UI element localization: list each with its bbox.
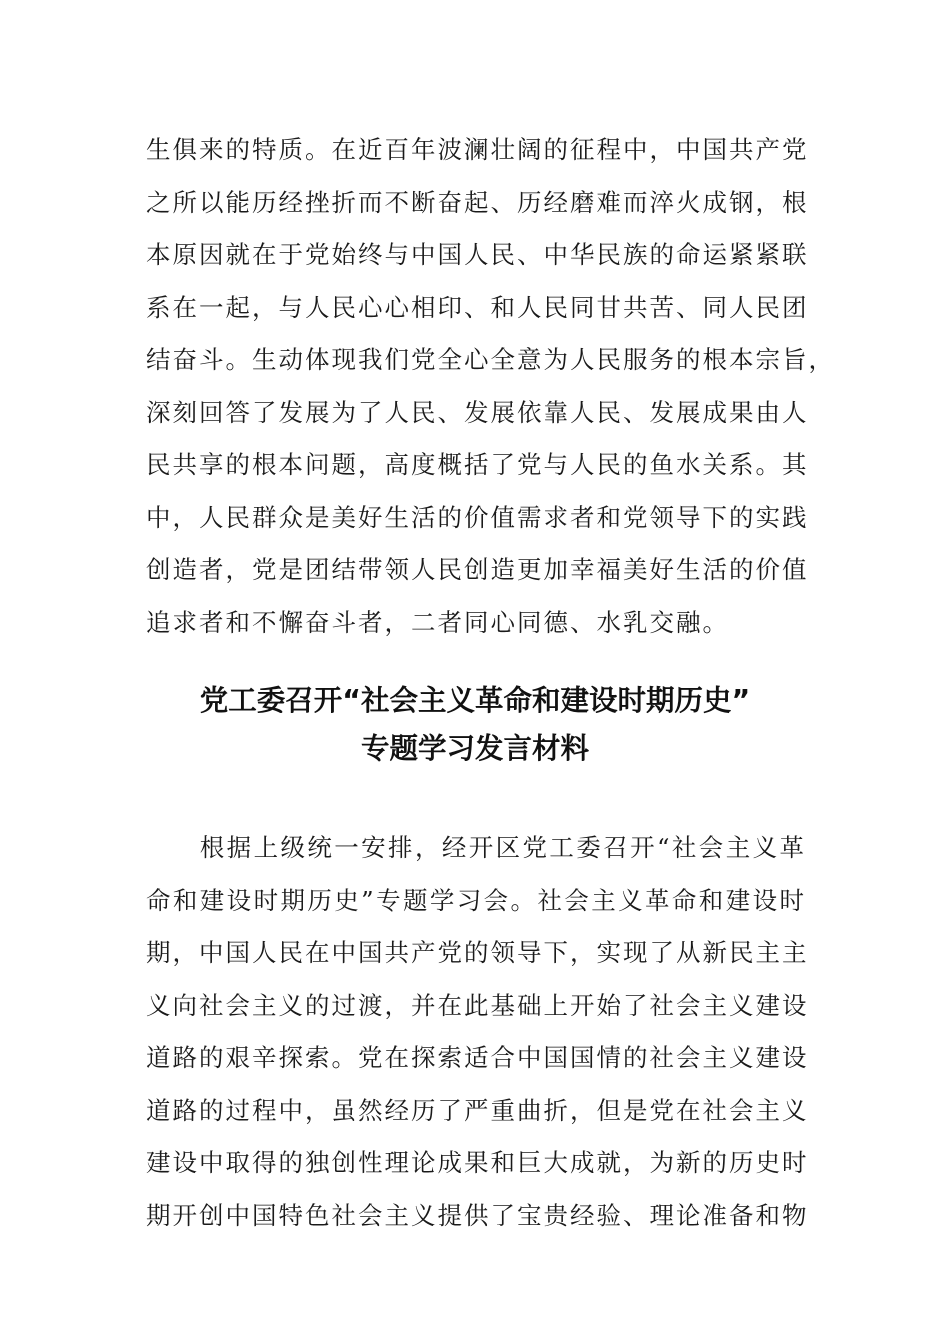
paragraph-line: 结奋斗。生动体现我们党全心全意为人民服务的根本宗旨， bbox=[146, 345, 835, 374]
body-line: 义向社会主义的过渡，并在此基础上开始了社会主义建设 bbox=[146, 990, 809, 1020]
article-body bbox=[146, 822, 809, 1242]
paragraph-line: 创造者，党是团结带领人民创造更加幸福美好生活的价值 bbox=[146, 555, 809, 584]
paragraph-line: 深刻回答了发展为了人民、发展依靠人民、发展成果由人 bbox=[146, 397, 809, 427]
body-line: 建设中取得的独创性理论成果和巨大成就，为新的历史时 bbox=[146, 1148, 809, 1177]
body-line: 道路的过程中，虽然经历了严重曲折，但是党在社会主义 bbox=[146, 1095, 809, 1125]
body-line: 期开创中国特色社会主义提供了宝贵经验、理论准备和物 bbox=[146, 1200, 809, 1230]
paragraph-line: 中，人民群众是美好生活的价值需求者和党领导下的实践 bbox=[146, 502, 809, 532]
paragraph-line: 生俱来的特质。在近百年波澜壮阔的征程中，中国共产党 bbox=[146, 135, 809, 164]
body-line: 根据上级统一安排，经开区党工委召开“社会主义革 bbox=[146, 833, 806, 862]
body-line: 命和建设时期历史”专题学习会。社会主义革命和建设时 bbox=[146, 885, 806, 915]
body-line: 期，中国人民在中国共产党的领导下，实现了从新民主主 bbox=[146, 938, 809, 967]
body-line: 道路的艰辛探索。党在探索适合中国国情的社会主义建设 bbox=[146, 1043, 809, 1072]
article-title-line-2: 专题学习发言材料 bbox=[360, 732, 589, 765]
paragraph-line: 系在一起，与人民心心相印、和人民同甘共苦、同人民团 bbox=[146, 292, 809, 322]
paragraph-line: 本原因就在于党始终与中国人民、中华民族的命运紧紧联 bbox=[146, 240, 809, 269]
paragraph-line: 之所以能历经挫折而不断奋起、历经磨难而淬火成钢，根 bbox=[146, 187, 809, 217]
article-title-line-1: 党工委召开“社会主义革命和建设时期历史” bbox=[199, 684, 751, 717]
continuation-paragraph bbox=[146, 124, 835, 649]
paragraph-line: 追求者和不懈奋斗者，二者同心同德、水乳交融。 bbox=[146, 607, 729, 637]
paragraph-line: 民共享的根本问题，高度概括了党与人民的鱼水关系。其 bbox=[146, 450, 809, 479]
